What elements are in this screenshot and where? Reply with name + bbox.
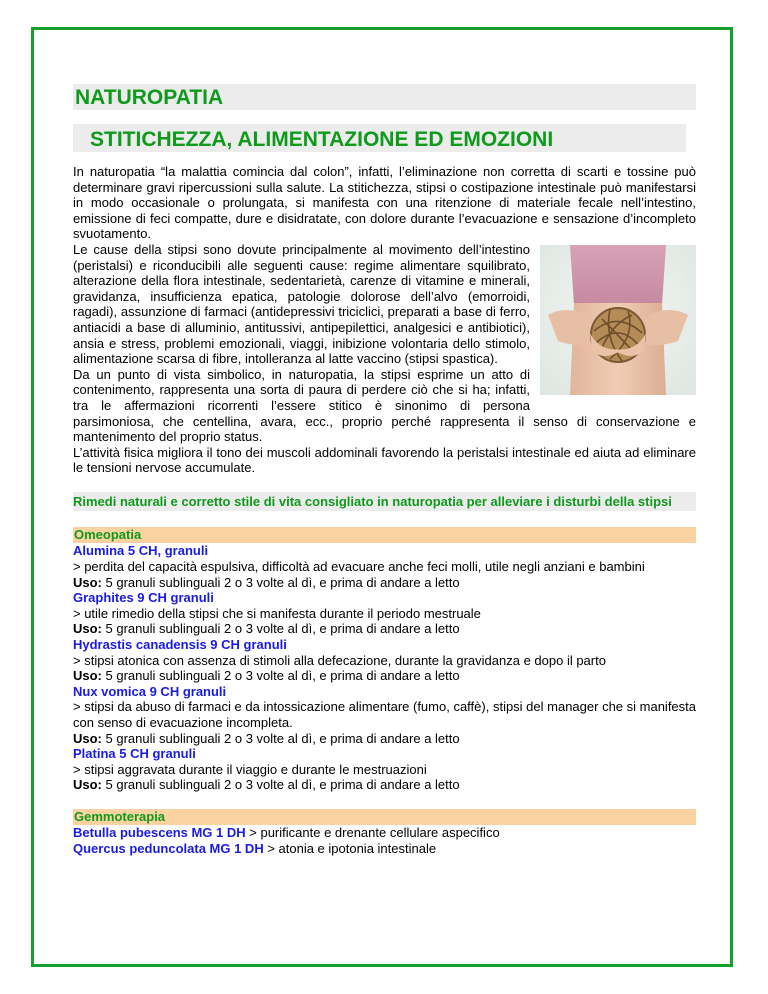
remedy-name: Alumina 5 CH, granuli: [73, 543, 209, 559]
usage-text: 5 granuli sublinguali 2 o 3 volte al dì, e prima di andare a letto: [101, 621, 460, 637]
remedy-description: > utile rimedio della stipsi che si manifesta durante il periodo mestruale: [73, 605, 481, 621]
remedy-description: > stipsi aggravata durante il viaggio e durante le mestruazioni: [73, 761, 427, 777]
usage-text: 5 granuli sublinguali 2 o 3 volte al dì, e prima di andare a letto: [101, 730, 460, 746]
usage-label: Uso:: [73, 621, 102, 637]
omeopatia-list: [73, 543, 696, 793]
usage-label: Uso:: [73, 730, 102, 746]
omeopatia-label: Omeopatia: [73, 527, 696, 543]
usage-text: 5 granuli sublinguali 2 o 3 volte al dì, e prima di andare a letto: [101, 574, 460, 590]
gemmo-item: [73, 825, 696, 841]
remedy-name: Graphites 9 CH granuli: [73, 590, 214, 606]
usage-label: Uso:: [73, 668, 102, 684]
remedy-usage: [73, 668, 696, 684]
remedy-usage: [73, 575, 696, 591]
remedy-description: > atonia e ipotonia intestinale: [263, 840, 437, 856]
remedy-description: > perdita del capacità espulsiva, difficoltà ad evacuare anche feci molli, utile negli anziani e bambini: [73, 559, 645, 575]
remedy-name: Platina 5 CH granuli: [73, 746, 196, 762]
gemmoterapia-label: Gemmoterapia: [73, 809, 696, 825]
intro-paragraph-1: In naturopatia “la malattia comincia dal colon”, infatti, l’eliminazione non corretta di scarti e tossine può determinare gravi ripercussioni sulla salute. La stitichezza, stipsi o costipazione intestinale può manifestarsi in modo occasionale o prolungata, si manifesta con una ritenzione di materiale fecale nell’intestino, emissione di feci compatte, dure e disidratate, con dolore durante l’evacuazione e sensazione d’incompleto svuotamento.: [73, 164, 696, 242]
remedy-item: [73, 543, 696, 590]
remedy-description: > stipsi atonica con assenza di stimoli alla defecazione, durante la gravidanza e dopo il parto: [73, 652, 606, 668]
remedy-item: [73, 637, 696, 684]
remedy-name: Quercus peduncolata MG 1 DH: [73, 840, 264, 856]
remedy-description: > stipsi da abuso di farmaci e da intossicazione alimentare (fumo, caffè), stipsi del manager che si manifesta con senso di evacuazione incompleta.: [73, 699, 696, 730]
usage-label: Uso:: [73, 777, 102, 793]
usage-label: Uso:: [73, 574, 102, 590]
remedy-item: [73, 684, 696, 746]
document-body: [73, 84, 696, 857]
usage-text: 5 granuli sublinguali 2 o 3 volte al dì, e prima di andare a letto: [101, 777, 460, 793]
abdomen-wicker-ball-photo: [540, 245, 696, 395]
abdomen-wicker-ball-icon: [540, 245, 696, 395]
gemmo-item: [73, 841, 696, 857]
intro-section: [73, 164, 696, 476]
intro-paragraph-2: Le cause della stipsi sono dovute principalmente al movimento dell’intestino (peristalsi) e riconducibili alle seguenti cause: regime alimentare squilibrato, alterazione della flora intestinale, sedentarietà, carenze di vitamine e minerali, gravidanza, insufficienza epatica, patologie dolorose dell’alvo (emorroidi, ragadi), assunzione di farmaci (antidepressivi triciclici, preparati a base di ferro, antiacidi a base di alluminio, antitussivi, antipepilettici, analgesici e antibiotici), ansia e stress, problemi emozionali, viaggi, inibizione volontaria dello stimolo, alimentazione scarsa di fibre, intolleranza al latte vaccino (stipsi spastica).: [73, 241, 530, 367]
remedies-heading: Rimedi naturali e corretto stile di vita consigliato in naturopatia per alleviare i disturbi della stipsi: [73, 492, 696, 512]
remedy-usage: [73, 731, 696, 747]
intro-paragraph-4: L’attività fisica migliora il tono dei muscoli addominali favorendo la peristalsi intestinale ed aiuta ad eliminare le tensioni nervose accumulate.: [73, 444, 696, 476]
remedy-item: [73, 746, 696, 793]
remedy-name: Nux vomica 9 CH granuli: [73, 683, 227, 699]
remedy-name: Betulla pubescens MG 1 DH: [73, 824, 246, 840]
intro-paragraph-3: Da un punto di vista simbolico, in naturopatia, la stipsi esprime un atto di contenimento, rappresenta una sorta di paura di perdere ciò che si ha; infatti, tra le affermazioni ricorrenti l’essere stitico è sinonimo di persona parsimoniosa, che centellina, avara, ecc., proprio perché rappresenta il senso di conservazione e mantenimento del proprio status.: [73, 366, 696, 445]
remedy-name: Hydrastis canadensis 9 CH granuli: [73, 637, 287, 653]
remedy-usage: [73, 777, 696, 793]
remedy-usage: [73, 621, 696, 637]
page-subtitle: STITICHEZZA, ALIMENTAZIONE ED EMOZIONI: [73, 124, 686, 152]
remedy-description: > purificante e drenante cellulare aspecifico: [245, 824, 500, 840]
remedy-item: [73, 590, 696, 637]
usage-text: 5 granuli sublinguali 2 o 3 volte al dì, e prima di andare a letto: [101, 668, 460, 684]
page-title: NATUROPATIA: [73, 84, 696, 110]
